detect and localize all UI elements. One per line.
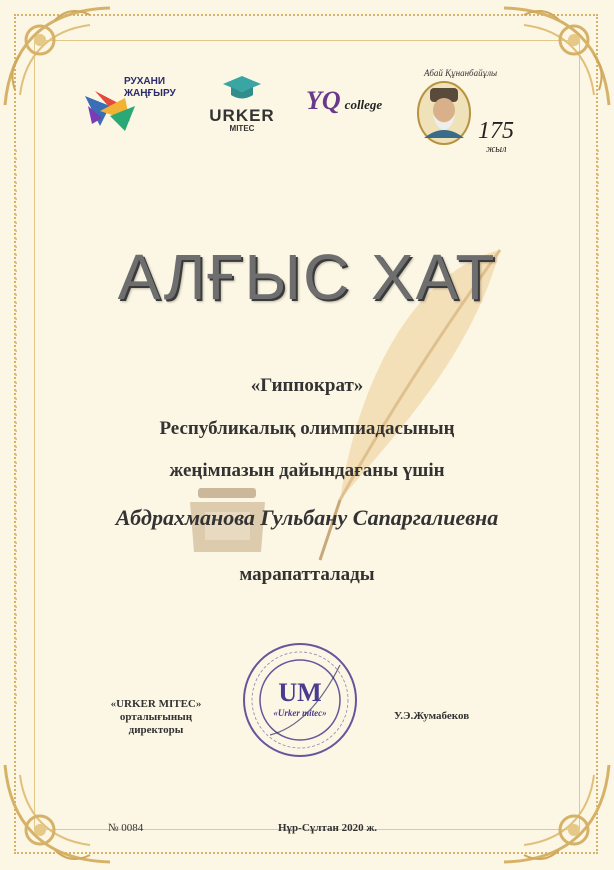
- signer-name: У.Э.Жумабеков: [394, 710, 470, 722]
- recipient-name: Абдрахманова Гульбану Сапаргалиевна: [115, 505, 499, 530]
- graduation-cap-icon: [222, 74, 262, 104]
- abai-175-logo: [416, 68, 540, 158]
- yq-mark: YQ: [306, 86, 341, 115]
- olympiad-type: Республикалық олимпиадасының: [159, 418, 455, 439]
- abai-year: жыл: [486, 144, 507, 155]
- abai-number: 175: [478, 118, 514, 144]
- awarded-text: марапатталады: [239, 564, 375, 585]
- ruhani-zhangyru-logo: [80, 68, 190, 138]
- olympiad-name: «Гиппократ»: [250, 375, 364, 396]
- ruhani-line1: РУХАНИ: [124, 76, 166, 87]
- city-date: Нұр-Сұлтан 2020 ж.: [278, 822, 378, 834]
- urker-mitec-logo: [202, 70, 282, 140]
- portrait-icon: [416, 80, 472, 146]
- urker-sub: MITEC: [229, 124, 255, 133]
- official-stamp: [240, 640, 360, 760]
- ruhani-line2: ЖАҢҒЫРУ: [124, 88, 176, 99]
- yq-college-text: college: [344, 97, 383, 112]
- ornament-corner-bottom-right: [484, 760, 614, 870]
- certificate-number: № 0084: [108, 822, 144, 834]
- ornament-corner-bottom-left: [0, 760, 130, 870]
- partner-logos: [80, 68, 540, 158]
- director-line2: орталығының: [119, 711, 193, 723]
- certificate-title: АЛҒЫС ХАТ: [117, 241, 497, 313]
- abai-arc-text: Абай Құнанбайұлы: [424, 68, 498, 78]
- stamp-mark: UM: [278, 678, 322, 707]
- director-line1: «URKER MITEC»: [110, 698, 202, 710]
- yq-college-logo: [306, 86, 406, 126]
- stamp-sub: «Urker mitec»: [273, 708, 327, 718]
- director-title: [96, 698, 216, 737]
- urker-name: URKER: [209, 106, 275, 125]
- reason-text: жеңімпазын дайындағаны үшін: [169, 460, 445, 481]
- director-line3: директоры: [128, 724, 184, 736]
